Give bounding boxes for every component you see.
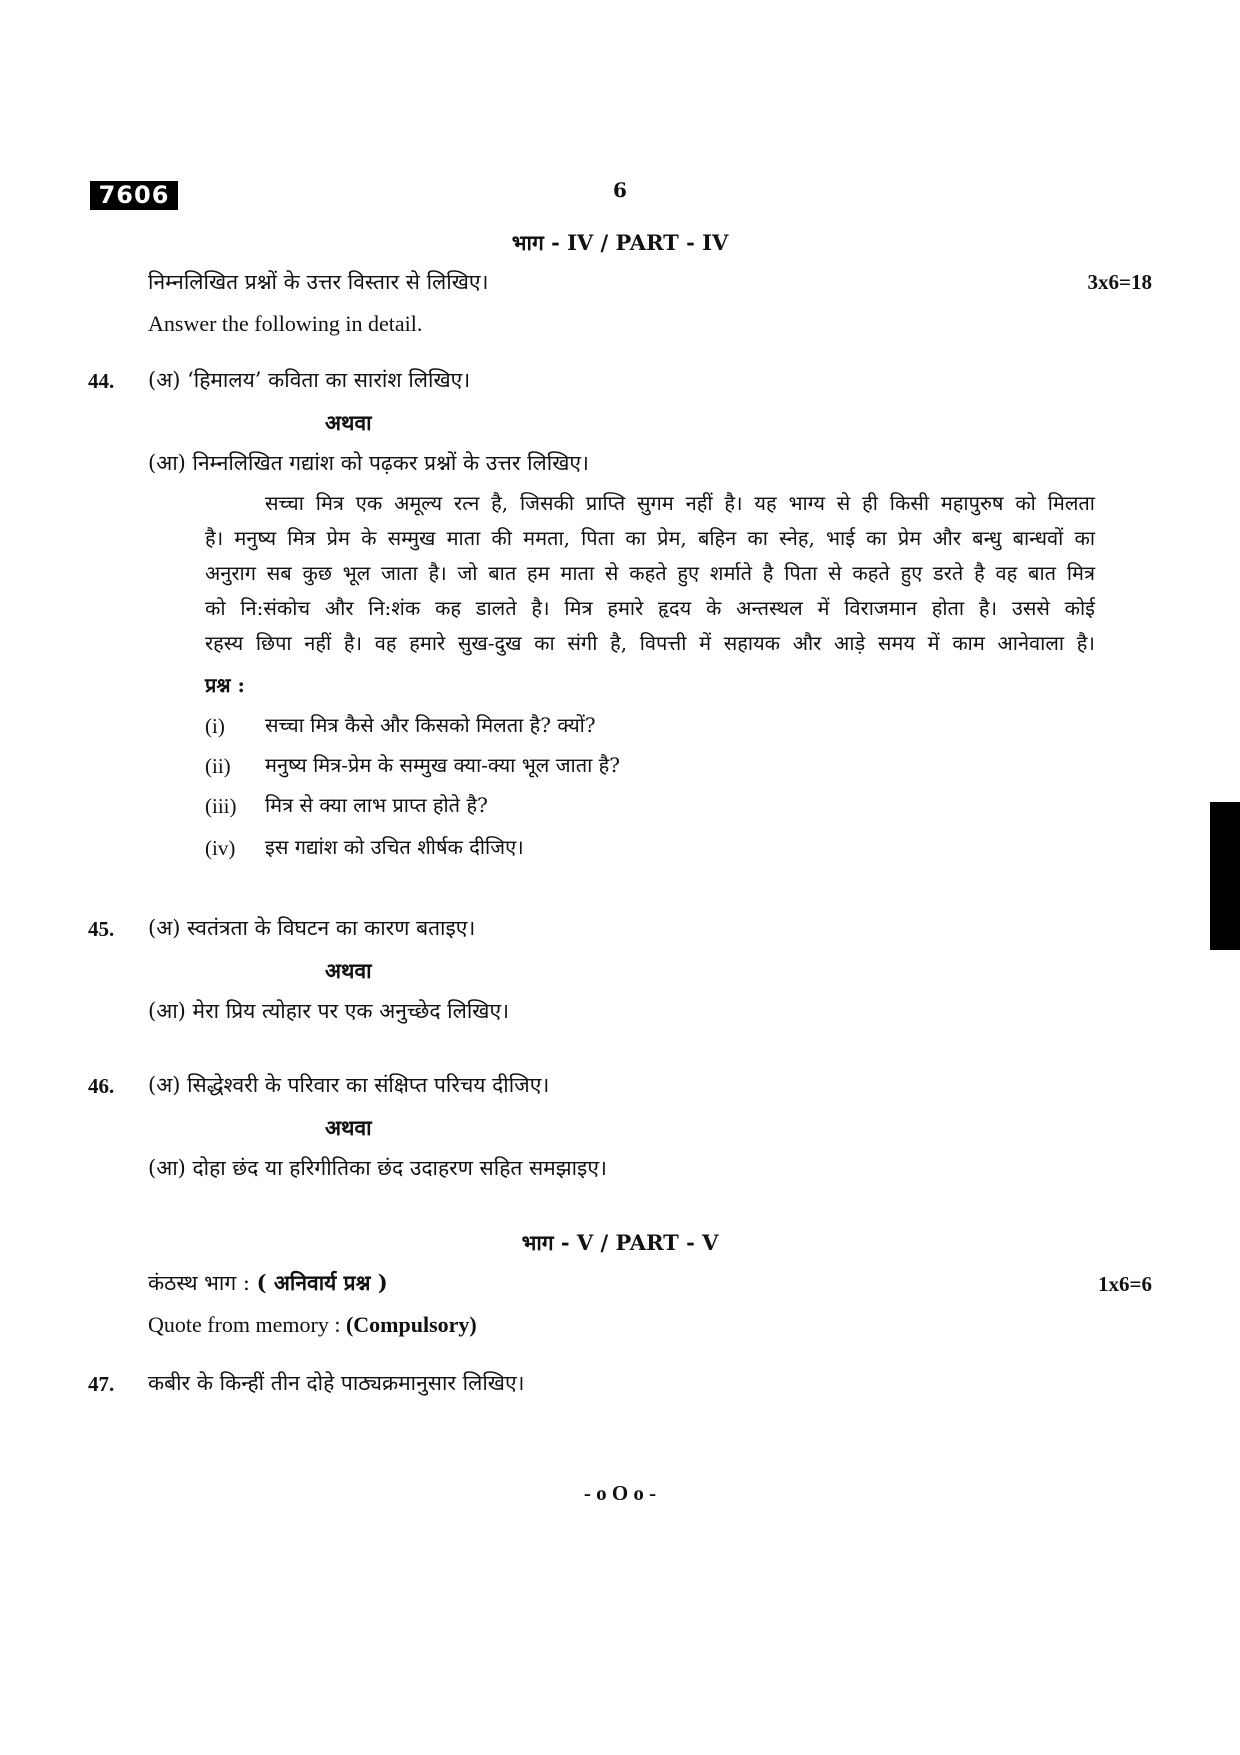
sub-question-text: सच्चा मित्र कैसे और किसको मिलता है? क्यों? [265,713,596,737]
part5-instruction-english [148,1312,477,1338]
passage-line: रहस्य छिपा नहीं है। वह हमारे सुख-दुख का संगी है, विपत्ती में सहायक और आड़े समय में काम आनेवाला है। [205,631,1095,655]
page-number: 6 [613,178,627,202]
questions-label: प्रश्न : [205,673,245,697]
passage-line: सच्चा मित्र एक अमूल्य रत्न है, जिसकी प्राप्ति सुगम नहीं है। यह भाग्य से ही किसी महापुरुष को मिलता [265,491,1095,515]
question-45-or: अथवा [325,958,372,983]
sub-question-text: मित्र से क्या लाभ प्राप्त होते है? [265,793,488,817]
part5-instruction-hindi-prefix: कंठस्थ भाग : [148,1271,250,1295]
sub-question-text: मनुष्य मित्र-प्रेम के सम्मुख क्या-क्या भूल जाता है? [265,753,620,777]
question-46-or: अथवा [325,1115,372,1140]
question-46-number: 46. [88,1074,115,1098]
passage-line: है। मनुष्य मित्र प्रेम के सम्मुख माता की ममता, पिता का प्रेम, बहिन का स्नेह, भाई का प्रेम और बन्धु बान्धवों का [205,526,1095,550]
part5-instruction-english-bold: (Compulsory) [345,1312,477,1337]
part4-marks: 3x6=18 [1087,270,1152,294]
part5-marks: 1x6=6 [1098,1272,1152,1296]
part5-instruction-english-prefix: Quote from memory : [148,1312,341,1337]
question-44-or: अथवा [325,410,372,435]
passage-line: अनुराग सब कुछ भूल जाता है। जो बात हम माता से कहते हुए शर्माते है पिता से कहते हुए डरते है वह बात मित्र [205,561,1095,585]
passage-line: को नि:संकोच और नि:शंक कह डालते है। मित्र हमारे हृदय के अन्तस्थल में विराजमान होता है। उससे कोई [205,596,1095,620]
sub-question-label: (iii) [205,794,237,818]
question-46-option-b: (आ) दोहा छंद या हरिगीतिका छंद उदाहरण सहित समझाइए। [148,1156,607,1180]
question-45-number: 45. [88,917,115,941]
sub-question-label: (iv) [205,836,236,860]
question-47-text: कबीर के किन्हीं तीन दोहे पाठ्यक्रमानुसार लिखिए। [148,1371,525,1395]
part4-heading: भाग - IV / PART - IV [511,230,729,255]
question-45-option-b: (आ) मेरा प्रिय त्योहार पर एक अनुच्छेद लिखिए। [148,999,510,1023]
question-44-number: 44. [88,369,115,393]
part4-instruction-english: Answer the following in detail. [148,311,423,336]
sub-question-label: (i) [205,714,225,738]
part4-instruction-hindi: निम्नलिखित प्रश्नों के उत्तर विस्तार से लिखिए। [148,270,489,294]
question-45-option-a: (अ) स्वतंत्रता के विघटन का कारण बताइए। [148,916,476,940]
edge-tab-marker [1210,802,1240,950]
question-44-option-b: (आ) निम्नलिखित गद्यांश को पढ़कर प्रश्नों के उत्तर लिखिए। [148,451,589,475]
part5-instruction-hindi-bold: ( अनिवार्य प्रश्न ) [256,1270,388,1295]
paper-code-badge: 7606 [90,181,178,210]
sub-question-text: इस गद्यांश को उचित शीर्षक दीजिए। [265,835,524,859]
question-46-option-a: (अ) सिद्धेश्वरी के परिवार का संक्षिप्त परिचय दीजिए। [148,1073,550,1097]
part5-heading: भाग - V / PART - V [521,1230,719,1255]
question-47-number: 47. [88,1372,115,1396]
sub-question-label: (ii) [205,754,231,778]
question-44-option-a: (अ) ‘हिमालय’ कविता का सारांश लिखिए। [148,368,471,392]
end-mark: - o O o - [583,1481,657,1505]
part5-instruction-hindi [148,1269,388,1297]
